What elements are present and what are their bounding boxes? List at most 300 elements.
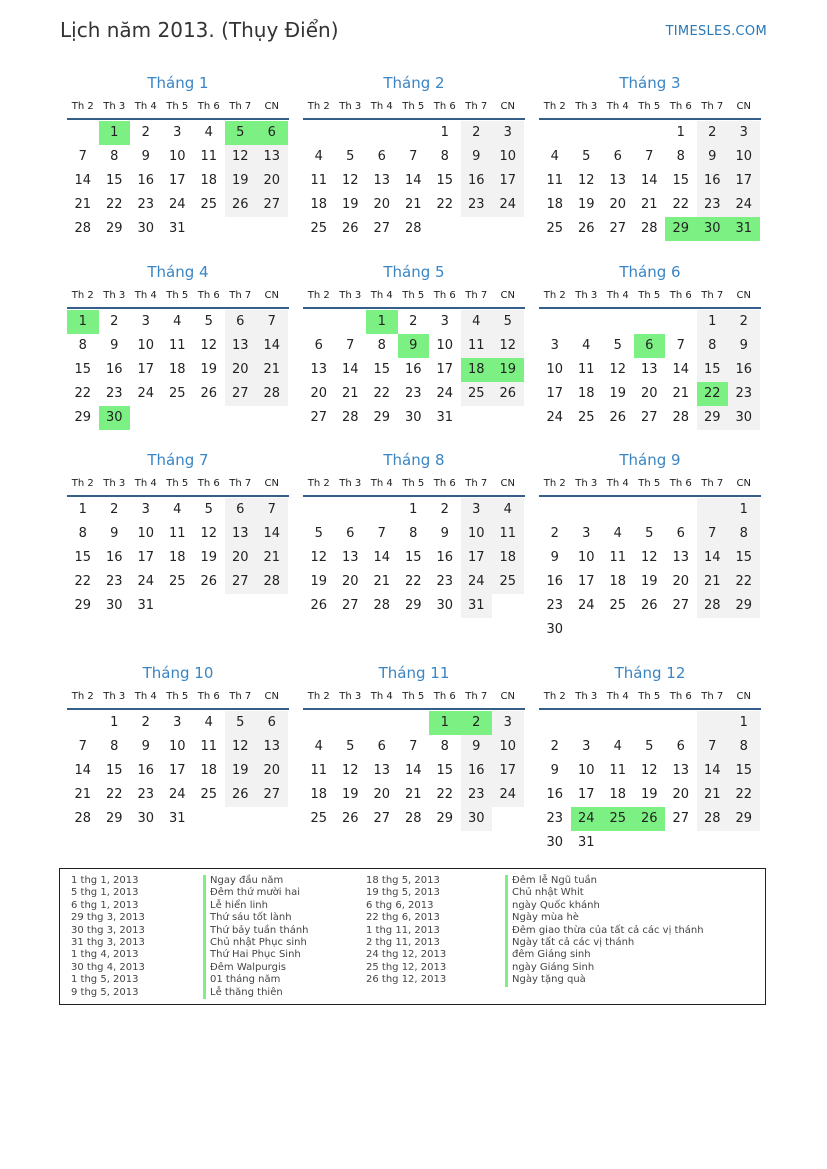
day-cell: 6 xyxy=(256,711,288,735)
day-cell: 7 xyxy=(697,735,729,759)
day-cell: 6 xyxy=(346,526,355,541)
day-cell: 30 xyxy=(728,406,760,430)
day-cell: 12 xyxy=(492,334,524,358)
weekday-header xyxy=(303,475,525,497)
day-cell: 2 xyxy=(110,314,119,329)
weekday-label: Th 4 xyxy=(606,101,629,112)
day-cell: 27 xyxy=(310,410,328,425)
day-cell: 21 xyxy=(404,197,422,212)
day-cell: 22 xyxy=(74,386,92,401)
weekday-label: Th 6 xyxy=(433,691,456,702)
weekday-label: Th 7 xyxy=(229,290,252,301)
weekday-label: CN xyxy=(264,691,279,702)
month-title: Tháng 4 xyxy=(147,263,209,281)
day-cell: 3 xyxy=(582,526,591,541)
empty-cell xyxy=(571,711,603,735)
month-block xyxy=(67,449,289,618)
month-block xyxy=(539,261,761,430)
month-title: Tháng 1 xyxy=(147,74,209,92)
day-cell: 13 xyxy=(310,362,328,377)
month-title: Tháng 3 xyxy=(619,74,681,92)
month-block xyxy=(539,662,761,855)
day-cell: 10 xyxy=(436,338,454,353)
day-cell: 12 xyxy=(225,145,257,169)
day-cell: 17 xyxy=(577,574,595,589)
weekday-label: Th 7 xyxy=(465,290,488,301)
day-cell: 4 xyxy=(204,125,213,140)
legend-date: 29 thg 3, 2013 xyxy=(71,912,145,924)
empty-cell xyxy=(665,498,697,522)
day-cell: 13 xyxy=(256,145,288,169)
legend-holiday-name: Thứ Hai Phục Sinh xyxy=(203,949,309,961)
day-cell: 14 xyxy=(256,522,288,546)
day-cell: 21 xyxy=(256,358,288,382)
empty-cell xyxy=(303,711,335,735)
day-cell: 29 xyxy=(105,811,123,826)
day-cell: 17 xyxy=(461,546,493,570)
day-cell: 23 xyxy=(105,386,123,401)
legend-holiday-name: Ngày tặng quà xyxy=(505,974,704,986)
day-cell: 20 xyxy=(672,787,690,802)
day-cell: 6 xyxy=(377,149,386,164)
day-cell: 7 xyxy=(78,739,87,754)
day-cell: 28 xyxy=(640,221,658,236)
holiday-day-cell: 30 xyxy=(697,217,729,241)
day-cell: 29 xyxy=(728,594,760,618)
legend-date: 26 thg 12, 2013 xyxy=(366,974,447,986)
weekday-label: Th 3 xyxy=(339,290,362,301)
day-cell: 4 xyxy=(204,715,213,730)
day-cell: 14 xyxy=(256,334,288,358)
day-cell: 14 xyxy=(404,763,422,778)
empty-cell xyxy=(335,498,367,522)
day-cell: 5 xyxy=(314,526,323,541)
day-grid xyxy=(539,498,761,642)
holiday-day-cell: 26 xyxy=(634,807,666,831)
weekday-label: Th 5 xyxy=(166,101,189,112)
legend-dates-2 xyxy=(366,875,446,987)
day-cell: 10 xyxy=(461,522,493,546)
legend-holiday-name: đêm Giáng sinh xyxy=(505,949,704,961)
day-cell: 2 xyxy=(440,502,449,517)
day-cell: 28 xyxy=(256,382,288,406)
day-cell: 16 xyxy=(546,787,564,802)
day-cell: 15 xyxy=(105,173,123,188)
empty-cell xyxy=(602,310,634,334)
day-cell: 29 xyxy=(74,410,92,425)
weekday-label: Th 2 xyxy=(307,478,330,489)
day-cell: 9 xyxy=(697,145,729,169)
day-cell: 22 xyxy=(436,787,454,802)
day-cell: 17 xyxy=(137,362,155,377)
day-cell: 27 xyxy=(672,598,690,613)
day-cell: 4 xyxy=(173,502,182,517)
legend-holiday-name: Thứ bảy tuần thánh xyxy=(203,925,309,937)
weekday-label: Th 6 xyxy=(197,101,220,112)
day-cell: 9 xyxy=(110,338,119,353)
day-grid xyxy=(303,711,525,831)
day-cell: 22 xyxy=(74,574,92,589)
weekday-label: Th 2 xyxy=(543,478,566,489)
day-cell: 13 xyxy=(672,763,690,778)
day-cell: 11 xyxy=(609,550,627,565)
weekday-label: Th 7 xyxy=(701,290,724,301)
day-cell: 26 xyxy=(225,193,257,217)
weekday-label: CN xyxy=(736,691,751,702)
day-cell: 11 xyxy=(200,149,218,164)
legend-date: 2 thg 11, 2013 xyxy=(366,937,440,949)
day-cell: 7 xyxy=(78,149,87,164)
month-block xyxy=(539,72,761,241)
weekday-label: Th 4 xyxy=(370,101,393,112)
weekday-label: Th 5 xyxy=(402,101,425,112)
day-cell: 11 xyxy=(609,763,627,778)
day-cell: 6 xyxy=(676,739,685,754)
day-cell: 30 xyxy=(137,221,155,236)
weekday-label: Th 7 xyxy=(701,101,724,112)
day-cell: 24 xyxy=(492,783,524,807)
legend-holiday-name: Ngày mùa hè xyxy=(505,912,704,924)
holiday-day-cell: 9 xyxy=(398,334,430,358)
weekday-header xyxy=(67,287,289,309)
day-cell: 30 xyxy=(546,835,564,850)
day-cell: 5 xyxy=(613,338,622,353)
day-cell: 3 xyxy=(440,314,449,329)
day-cell: 1 xyxy=(728,711,760,735)
weekday-label: Th 3 xyxy=(575,290,598,301)
legend-holiday-name: Đêm giao thừa của tất cả các vị thánh xyxy=(505,925,704,937)
empty-cell xyxy=(665,310,697,334)
day-cell: 26 xyxy=(341,221,359,236)
weekday-label: CN xyxy=(736,290,751,301)
site-link[interactable]: TIMESLES.COM xyxy=(665,24,767,39)
day-cell: 21 xyxy=(697,570,729,594)
day-cell: 12 xyxy=(341,763,359,778)
day-cell: 19 xyxy=(200,550,218,565)
weekday-label: Th 2 xyxy=(71,478,94,489)
day-cell: 11 xyxy=(461,334,493,358)
day-cell: 16 xyxy=(404,362,422,377)
empty-cell xyxy=(634,711,666,735)
weekday-label: Th 4 xyxy=(370,478,393,489)
day-cell: 25 xyxy=(200,197,218,212)
legend-holiday-name: Chủ nhật Whit xyxy=(505,887,704,899)
day-cell: 21 xyxy=(74,787,92,802)
day-cell: 16 xyxy=(728,358,760,382)
day-cell: 9 xyxy=(461,145,493,169)
day-cell: 3 xyxy=(550,338,559,353)
day-cell: 30 xyxy=(105,598,123,613)
month-title: Tháng 9 xyxy=(619,451,681,469)
day-cell: 8 xyxy=(440,149,449,164)
weekday-label: Th 3 xyxy=(339,478,362,489)
empty-cell xyxy=(303,498,335,522)
weekday-label: Th 6 xyxy=(197,290,220,301)
day-grid xyxy=(539,711,761,855)
day-cell: 19 xyxy=(577,197,595,212)
legend-date: 1 thg 4, 2013 xyxy=(71,949,139,961)
day-cell: 9 xyxy=(728,334,760,358)
day-cell: 15 xyxy=(436,173,454,188)
day-cell: 28 xyxy=(404,811,422,826)
holiday-day-cell: 19 xyxy=(492,358,524,382)
weekday-label: CN xyxy=(736,101,751,112)
day-cell: 2 xyxy=(141,715,150,730)
weekday-label: Th 3 xyxy=(339,691,362,702)
day-cell: 30 xyxy=(436,598,454,613)
day-cell: 13 xyxy=(672,550,690,565)
weekday-label: Th 7 xyxy=(229,691,252,702)
day-cell: 24 xyxy=(728,193,760,217)
day-cell: 8 xyxy=(409,526,418,541)
weekday-label: CN xyxy=(736,478,751,489)
weekday-label: Th 4 xyxy=(134,101,157,112)
legend-date: 5 thg 1, 2013 xyxy=(71,887,139,899)
weekday-label: Th 3 xyxy=(575,101,598,112)
day-cell: 14 xyxy=(341,362,359,377)
month-block xyxy=(67,72,289,241)
day-cell: 20 xyxy=(672,574,690,589)
day-cell: 27 xyxy=(373,221,391,236)
day-cell: 5 xyxy=(582,149,591,164)
weekday-label: Th 5 xyxy=(638,101,661,112)
holiday-day-cell: 24 xyxy=(571,807,603,831)
day-cell: 10 xyxy=(728,145,760,169)
weekday-label: Th 6 xyxy=(197,691,220,702)
day-cell: 11 xyxy=(577,362,595,377)
day-cell: 9 xyxy=(141,739,150,754)
weekday-label: Th 7 xyxy=(701,478,724,489)
day-cell: 3 xyxy=(728,121,760,145)
day-cell: 22 xyxy=(105,787,123,802)
day-cell: 9 xyxy=(110,526,119,541)
legend-holiday-name: ngày Giáng Sinh xyxy=(505,962,704,974)
weekday-label: Th 4 xyxy=(134,290,157,301)
day-cell: 29 xyxy=(697,406,729,430)
weekday-label: Th 4 xyxy=(134,691,157,702)
day-cell: 21 xyxy=(404,787,422,802)
day-cell: 20 xyxy=(341,574,359,589)
day-cell: 2 xyxy=(110,502,119,517)
day-cell: 17 xyxy=(546,386,564,401)
day-cell: 1 xyxy=(697,310,729,334)
day-cell: 27 xyxy=(672,811,690,826)
day-cell: 25 xyxy=(310,811,328,826)
day-cell: 23 xyxy=(137,197,155,212)
day-cell: 3 xyxy=(492,711,524,735)
holiday-day-cell: 1 xyxy=(67,310,99,334)
day-cell: 2 xyxy=(550,526,559,541)
day-cell: 25 xyxy=(546,221,564,236)
day-cell: 11 xyxy=(492,522,524,546)
day-cell: 16 xyxy=(137,763,155,778)
weekday-label: CN xyxy=(264,290,279,301)
holiday-day-cell: 22 xyxy=(697,382,729,406)
weekday-header xyxy=(303,98,525,120)
day-cell: 23 xyxy=(546,811,564,826)
weekday-header xyxy=(303,688,525,710)
legend-date: 9 thg 5, 2013 xyxy=(71,986,139,998)
legend-holiday-name: ngày Quốc khánh xyxy=(505,900,704,912)
day-cell: 24 xyxy=(577,598,595,613)
day-cell: 17 xyxy=(168,763,186,778)
day-cell: 21 xyxy=(640,197,658,212)
weekday-label: Th 3 xyxy=(103,691,126,702)
day-cell: 24 xyxy=(492,193,524,217)
day-cell: 13 xyxy=(256,735,288,759)
day-cell: 14 xyxy=(74,173,92,188)
page-title: Lịch năm 2013. (Thụy Điển) xyxy=(60,18,339,42)
month-title: Tháng 8 xyxy=(383,451,445,469)
day-cell: 2 xyxy=(697,121,729,145)
day-cell: 22 xyxy=(728,570,760,594)
day-cell: 4 xyxy=(492,498,524,522)
day-cell: 26 xyxy=(341,811,359,826)
empty-cell xyxy=(697,711,729,735)
day-cell: 9 xyxy=(461,735,493,759)
day-cell: 8 xyxy=(728,735,760,759)
day-cell: 11 xyxy=(200,739,218,754)
day-cell: 15 xyxy=(74,550,92,565)
day-cell: 17 xyxy=(728,169,760,193)
day-cell: 8 xyxy=(110,149,119,164)
day-cell: 20 xyxy=(256,169,288,193)
weekday-label: Th 7 xyxy=(465,691,488,702)
empty-cell xyxy=(398,711,430,735)
day-cell: 13 xyxy=(225,522,257,546)
empty-cell xyxy=(539,498,571,522)
day-grid xyxy=(67,498,289,618)
day-cell: 18 xyxy=(168,550,186,565)
day-cell: 31 xyxy=(577,835,595,850)
day-cell: 23 xyxy=(697,193,729,217)
day-grid xyxy=(303,310,525,430)
day-cell: 13 xyxy=(373,763,391,778)
weekday-header xyxy=(67,688,289,710)
day-cell: 16 xyxy=(105,362,123,377)
day-cell: 22 xyxy=(436,197,454,212)
day-cell: 2 xyxy=(728,310,760,334)
day-cell: 7 xyxy=(377,526,386,541)
day-grid xyxy=(539,121,761,241)
day-cell: 4 xyxy=(550,149,559,164)
day-grid xyxy=(67,121,289,241)
day-cell: 11 xyxy=(546,173,564,188)
weekday-label: Th 6 xyxy=(669,691,692,702)
weekday-header xyxy=(303,287,525,309)
day-cell: 11 xyxy=(310,173,328,188)
day-cell: 29 xyxy=(373,410,391,425)
day-cell: 26 xyxy=(200,574,218,589)
holiday-day-cell: 18 xyxy=(461,358,493,382)
day-cell: 28 xyxy=(672,410,690,425)
day-cell: 25 xyxy=(577,410,595,425)
weekday-label: Th 5 xyxy=(638,290,661,301)
holiday-day-cell: 6 xyxy=(634,334,666,358)
day-cell: 19 xyxy=(640,787,658,802)
weekday-label: Th 5 xyxy=(166,691,189,702)
weekday-label: Th 6 xyxy=(433,290,456,301)
day-cell: 14 xyxy=(373,550,391,565)
weekday-header xyxy=(67,475,289,497)
day-cell: 22 xyxy=(672,197,690,212)
month-block xyxy=(303,72,525,241)
legend-date: 24 thg 12, 2013 xyxy=(366,949,447,961)
day-cell: 10 xyxy=(492,735,524,759)
day-cell: 7 xyxy=(645,149,654,164)
day-cell: 7 xyxy=(256,498,288,522)
day-cell: 14 xyxy=(672,362,690,377)
day-cell: 28 xyxy=(404,221,422,236)
month-block xyxy=(539,449,761,642)
day-cell: 19 xyxy=(341,787,359,802)
legend-dates-1 xyxy=(71,875,145,999)
month-title: Tháng 2 xyxy=(383,74,445,92)
day-cell: 25 xyxy=(492,570,524,594)
day-grid xyxy=(539,310,761,430)
day-cell: 3 xyxy=(141,314,150,329)
holiday-day-cell: 2 xyxy=(461,711,493,735)
day-cell: 18 xyxy=(609,574,627,589)
day-cell: 4 xyxy=(582,338,591,353)
weekday-label: Th 4 xyxy=(370,290,393,301)
day-cell: 22 xyxy=(373,386,391,401)
holiday-day-cell: 31 xyxy=(728,217,760,241)
day-cell: 2 xyxy=(141,125,150,140)
day-cell: 23 xyxy=(404,386,422,401)
day-cell: 3 xyxy=(173,125,182,140)
weekday-label: Th 5 xyxy=(402,691,425,702)
day-cell: 4 xyxy=(461,310,493,334)
weekday-label: Th 2 xyxy=(543,290,566,301)
weekday-label: Th 5 xyxy=(166,290,189,301)
weekday-label: CN xyxy=(500,478,515,489)
day-cell: 20 xyxy=(225,546,257,570)
day-cell: 20 xyxy=(256,759,288,783)
day-cell: 19 xyxy=(640,574,658,589)
day-cell: 12 xyxy=(609,362,627,377)
day-cell: 27 xyxy=(373,811,391,826)
holiday-day-cell: 29 xyxy=(665,217,697,241)
legend-holiday-name: Đêm Walpurgis xyxy=(203,962,309,974)
day-cell: 25 xyxy=(168,574,186,589)
day-cell: 15 xyxy=(672,173,690,188)
holiday-legend xyxy=(59,868,766,1005)
day-cell: 1 xyxy=(409,502,418,517)
holiday-day-cell: 6 xyxy=(256,121,288,145)
legend-date: 25 thg 12, 2013 xyxy=(366,961,447,973)
month-title: Tháng 5 xyxy=(383,263,445,281)
month-block xyxy=(303,449,525,618)
weekday-label: Th 5 xyxy=(638,691,661,702)
weekday-header xyxy=(539,688,761,710)
day-cell: 29 xyxy=(105,221,123,236)
day-cell: 19 xyxy=(341,197,359,212)
day-cell: 19 xyxy=(609,386,627,401)
day-cell: 5 xyxy=(204,502,213,517)
day-cell: 13 xyxy=(373,173,391,188)
weekday-label: Th 5 xyxy=(402,478,425,489)
day-cell: 5 xyxy=(225,711,257,735)
empty-cell xyxy=(539,711,571,735)
day-cell: 15 xyxy=(728,546,760,570)
day-cell: 19 xyxy=(225,169,257,193)
day-cell: 14 xyxy=(404,173,422,188)
day-cell: 23 xyxy=(105,574,123,589)
day-cell: 27 xyxy=(640,410,658,425)
empty-cell xyxy=(602,498,634,522)
empty-cell xyxy=(634,498,666,522)
